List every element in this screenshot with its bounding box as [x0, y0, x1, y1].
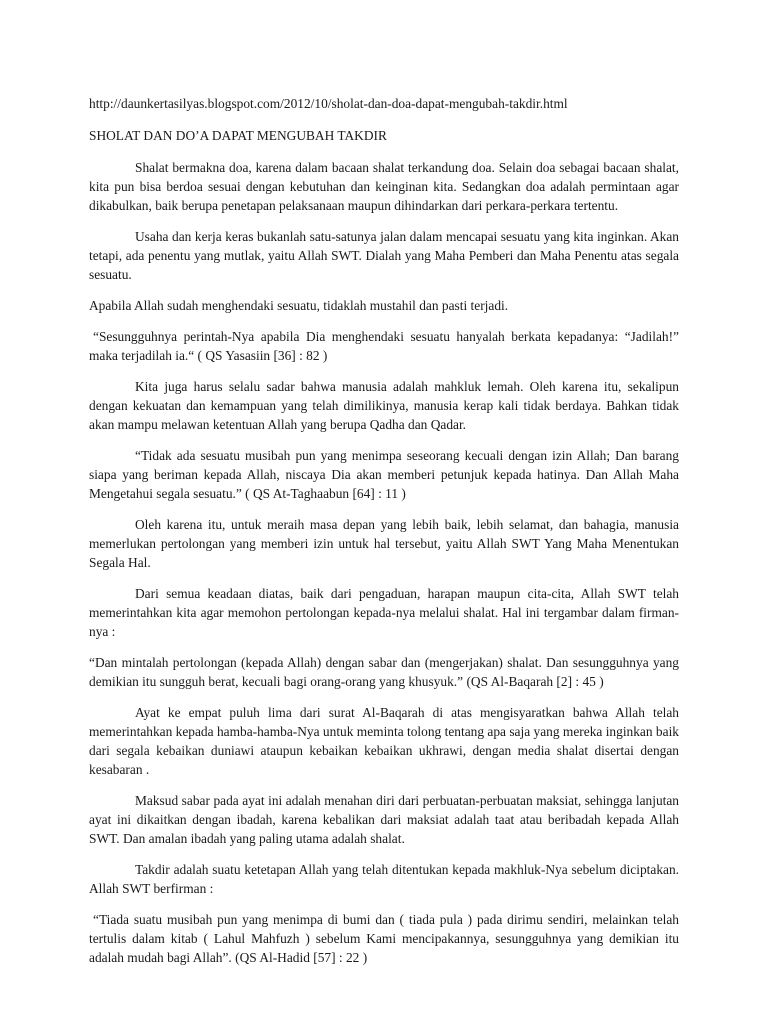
paragraph: Maksud sabar pada ayat ini adalah menahan diri dari perbuatan-perbuatan maksiat, sehingga lanjutan ayat ini dikaitkan dengan ibadah, karena kebalikan dari maksiat adalah taat atau beribadah kepada Allah SWT. Dan amalan ibadah yang paling utama adalah shalat. [89, 793, 679, 846]
paragraph: Takdir adalah suatu ketetapan Allah yang telah ditentukan kepada makhluk-Nya sebelum diciptakan. Allah SWT berfirman : [89, 862, 679, 896]
document-title: SHOLAT DAN DO’A DAPAT MENGUBAH TAKDIR [89, 128, 387, 143]
paragraph: Shalat bermakna doa, karena dalam bacaan shalat terkandung doa. Selain doa sebagai bacaan shalat, kita pun bisa berdoa sesuai dengan kebutuhan dan keinginan kita. Sedangkan doa adalah permintaan agar dikabulkan, baik berupa penetapan pelaksanaan maupun dihindarkan dari perkara-perkara tertentu. [89, 160, 679, 213]
quote-paragraph: “Dan mintalah pertolongan (kepada Allah) dengan sabar dan (mengerjakan) shalat. Dan sesungguhnya yang demikian itu sungguh berat, kecuali bagi orang-orang yang khusyuk.” (QS Al-Baqarah [2] : 45 ) [89, 655, 679, 689]
quote-paragraph: “Tiada suatu musibah pun yang menimpa di bumi dan ( tiada pula ) pada dirimu sendiri, melainkan telah tertulis dalam kitab ( Lahul Mahfuzh ) sebelum Kami mencipakannya, sesungguhnya yang demikian itu adalah mudah bagi Allah”. (QS Al-Hadid [57] : 22 ) [89, 912, 679, 965]
paragraph: Apabila Allah sudah menghendaki sesuatu, tidaklah mustahil dan pasti terjadi. [89, 298, 509, 313]
quote-paragraph: “Tidak ada sesuatu musibah pun yang menimpa seseorang kecuali dengan izin Allah; Dan barang siapa yang beriman kepada Allah, niscaya Dia akan memberi petunjuk kepada hatinya. Dan Allah Maha Mengetahui segala sesuatu.” ( QS At-Taghaabun [64] : 11 ) [89, 448, 679, 501]
paragraph: Kita juga harus selalu sadar bahwa manusia adalah mahkluk lemah. Oleh karena itu, sekalipun dengan kekuatan dan kemampuan yang telah dimilikinya, manusia kerap kali tidak berdaya. Bahkan tidak akan mampu melawan ketentuan Allah yang berupa Qadha dan Qadar. [89, 379, 679, 432]
quote-paragraph: “Sesungguhnya perintah-Nya apabila Dia menghendaki sesuatu hanyalah berkata kepadanya: “Jadilah!” maka terjadilah ia.“ ( QS Yasasiin [36] : 82 ) [89, 329, 679, 363]
paragraph: Oleh karena itu, untuk meraih masa depan yang lebih baik, lebih selamat, dan bahagia, manusia memerlukan pertolongan yang memberi izin untuk hal tersebut, yaitu Allah SWT Yang Maha Menentukan Segala Hal. [89, 517, 679, 570]
paragraph: Dari semua keadaan diatas, baik dari pengaduan, harapan maupun cita-cita, Allah SWT telah memerintahkan kita agar memohon pertolongan kepada-nya melalui shalat. Hal ini tergambar dalam firman-nya : [89, 586, 679, 639]
paragraph: Usaha dan kerja keras bukanlah satu-satunya jalan dalam mencapai sesuatu yang kita inginkan. Akan tetapi, ada penentu yang mutlak, yaitu Allah SWT. Dialah yang Maha Pemberi dan Maha Penentu atas segala sesuatu. [89, 229, 679, 282]
paragraph: Ayat ke empat puluh lima dari surat Al-Baqarah di atas mengisyaratkan bahwa Allah telah memerintahkan kepada hamba-hamba-Nya untuk meminta tolong tentang apa saja yang mereka inginkan baik dari segala kebaikan duniawi ataupun kebaikan kebaikan ukhrawi, dengan media shalat disertai dengan kesabaran . [89, 705, 679, 777]
source-url: http://daunkertasilyas.blogspot.com/2012/10/sholat-dan-doa-dapat-mengubah-takdir.html [89, 96, 568, 111]
document-page [89, 94, 679, 979]
